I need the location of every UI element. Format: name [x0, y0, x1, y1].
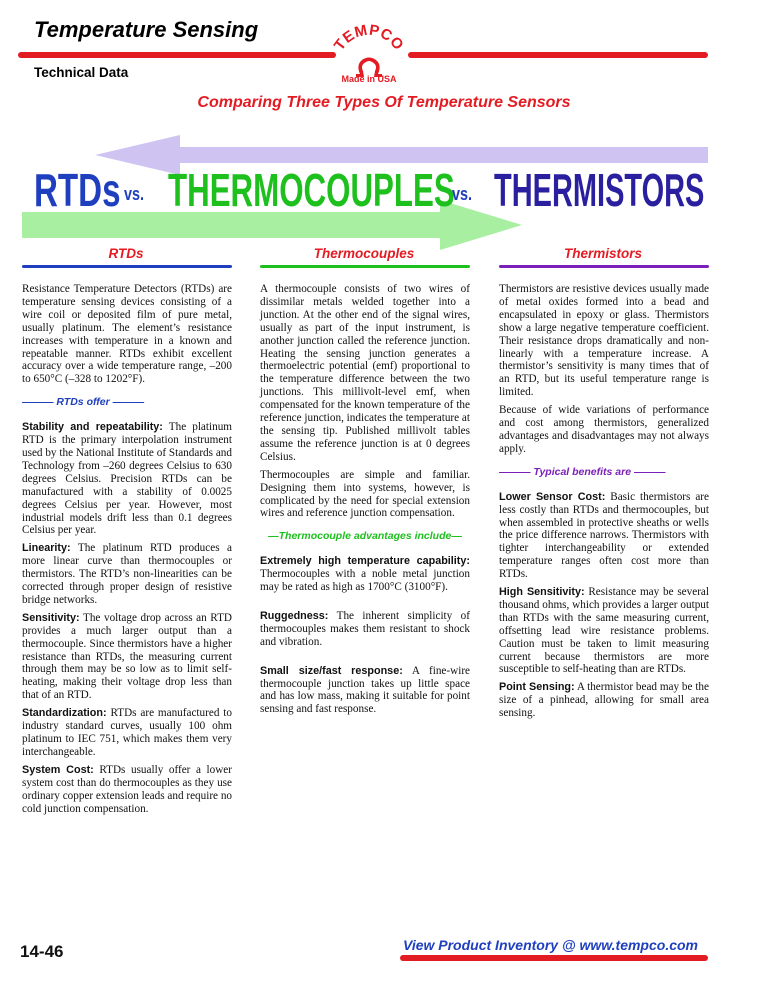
thermocouple-item [260, 555, 470, 594]
rtd-item [22, 542, 232, 607]
thermistor-item-lead: Lower Sensor Cost: [499, 490, 606, 503]
rtd-item-text: RTDs usually offer a lower system cost than do thermocouples as they use ordinary copper extension leads and require no cold junction compensation. [22, 763, 233, 815]
rtd-item-lead: Standardization: [22, 707, 107, 720]
banner-thermistors: THERMISTORS [494, 164, 705, 216]
thermocouple-heading-rule [260, 265, 470, 268]
thermocouple-column [260, 283, 470, 721]
thermocouple-item-text: The inherent simplicity of thermocouples makes them resistant to shock and vibration. [260, 609, 470, 648]
page-header-title: Temperature Sensing [34, 17, 259, 42]
made-in-usa-label: Made in USA [341, 74, 397, 84]
logo-wordmark: TEMPCO [330, 21, 408, 54]
svg-text:TEMPCO [331, 22, 407, 54]
banner-thermocouples: THERMOCOUPLES [168, 164, 455, 216]
thermocouple-item-lead: Ruggedness: [260, 609, 329, 622]
thermocouple-item [260, 610, 470, 649]
thermocouple-advantages-subheading: —Thermocouple advantages include— [268, 530, 462, 543]
rtd-item [22, 764, 232, 816]
thermistor-item [499, 491, 709, 581]
rtd-offer-subheading: ——— RTDs offer ——— [22, 396, 145, 409]
rtd-item [22, 707, 232, 759]
rtd-item-lead: Sensitivity: [22, 611, 80, 624]
rtd-item [22, 421, 232, 537]
thermocouple-item-lead: Small size/fast response: [260, 664, 403, 677]
footer-red-rule [400, 955, 708, 961]
thermocouple-intro-2: Thermocouples are simple and familiar. Designing them into systems, however, is complicated by the need for special extension wires and reference junction compensation. [260, 468, 470, 520]
thermocouple-item-lead: Extremely high temperature capability: [260, 555, 470, 568]
thermistor-column-heading: Thermistors [563, 246, 643, 261]
thermistor-intro-2: Because of wide variations of performance and cost among thermistors, generalized advantages and disadvantages may not always apply. [499, 404, 709, 455]
banner-vs-2: vs. [452, 184, 473, 204]
thermocouple-item-text: A fine-wire thermocouple junction takes up little space and has low mass, making it suitable for point sensing and fast response. [260, 664, 471, 716]
rtd-item-text: The platinum RTD produces a more linear curve than thermocouples or thermistors. The RTD’s non-linearities can be corrected through proper design of resistive bridge networks. [22, 542, 232, 606]
rtd-item-lead: Stability and repeatability: [22, 421, 163, 434]
thermocouple-item [260, 665, 470, 717]
thermistor-item-text: A thermistor bead may be the size of a pinhead, allowing for small area sensing. [499, 681, 709, 720]
banner-rtds: RTDs [34, 164, 121, 216]
thermistor-item-text: Basic thermistors are less costly than RTDs and thermocouples, but when assembled in protective sheaths or wells the price difference narrows. Thermistors with tighter interchangeability or extended temperature ranges often cost more than RTDs. [499, 490, 709, 581]
rtd-column-heading: RTDs [108, 246, 144, 261]
thermistor-heading-rule [499, 265, 709, 268]
thermistor-item [499, 681, 709, 720]
rtd-item-text: The voltage drop across an RTD provides a much larger output than a thermocouple. Since thermistors have a higher resistance than RTDs, the measuring current through them may be so low as to limit self-heating, making their voltage drop less than that of an RTD. [22, 611, 232, 702]
page-number: 14-46 [20, 942, 64, 961]
page-header-subtitle: Technical Data [34, 65, 129, 80]
rtd-heading-rule [22, 265, 232, 268]
rtd-item-text: RTDs are manufactured to industry standard curves, usually 100 ohm platinum to IEC 751, which makes them very interchangeable. [22, 707, 232, 758]
header-red-rule-left [18, 52, 336, 58]
thermocouple-intro: A thermocouple consists of two wires of dissimilar metals welded together into a junction. At the other end of the signal wires, usually as part of the input instrument, is another junction called the reference junction. Heating the sensing junction generates a thermoelectric potential (emf) proportional to the temperature difference between the two junctions. This millivolt-level emf, when compensated for the known temperature of the reference junction, indicates the temperature at the sensing tip. Published millivolt tables assume the reference junction is at 0 degrees Celsius. [260, 283, 470, 463]
rtd-item-lead: System Cost: [22, 763, 94, 776]
thermocouple-column-heading: Thermocouples [313, 246, 415, 261]
thermistor-item-text: Resistance may be several thousand ohms, which provides a larger output than RTDs with the same measuring current, offsetting lead wire resistance problems. Caution must be taken to limit measuring current because thermistors are more susceptible to self-heating than are RTDs. [499, 586, 710, 676]
thermocouple-item-text: Thermocouples with a noble metal junction may be rated as high as 1700°C (3100°F). [260, 568, 470, 594]
header-red-rule-right [408, 52, 708, 58]
thermistor-item-lead: Point Sensing: [499, 681, 575, 694]
rtd-item-text: The platinum RTD is the primary interpolation instrument used by the National Institute of Standards and Technology from –260 degrees Celsius to 630 degrees Celsius. Precision RTDs can be manufactured with a stability of 0.0025 degrees Celsius per year. However, most industrial models drift less than 0.1 degrees Celsius per year. [22, 421, 232, 537]
rtd-item-lead: Linearity: [22, 542, 71, 555]
thermistor-item-lead: High Sensitivity: [499, 586, 585, 599]
thermistor-item [499, 586, 709, 676]
rtd-intro: Resistance Temperature Detectors (RTDs) are temperature sensing devices consisting of a wire coil or deposited film of pure metal, usually platinum. The element’s resistance increases with temperature in a known and repeatable manner. RTDs exhibit excellent accuracy over a wide temperature range, –200 to 650°C (–328 to 1202°F). [22, 283, 232, 386]
rtd-column [22, 283, 232, 820]
thermistor-column [499, 283, 709, 725]
thermistor-intro: Thermistors are resistive devices usually made of metal oxides formed into a bead and encapsulated in epoxy or glass. Thermistors show a large negative temperature coefficient. Their resistance drops dramatically and non-linearly with a temperature increase. A thermistor’s sensitivity is many times that of an RTD, but its useful temperature range is limited. [499, 283, 709, 399]
rtd-item [22, 612, 232, 702]
thermistor-benefits-subheading: ——— Typical benefits are ——— [499, 465, 666, 478]
banner-vs-1: vs. [124, 184, 145, 204]
comparison-title: Comparing Three Types Of Temperature Sensors [197, 94, 571, 111]
product-inventory-link[interactable]: View Product Inventory @ www.tempco.com [403, 937, 698, 953]
